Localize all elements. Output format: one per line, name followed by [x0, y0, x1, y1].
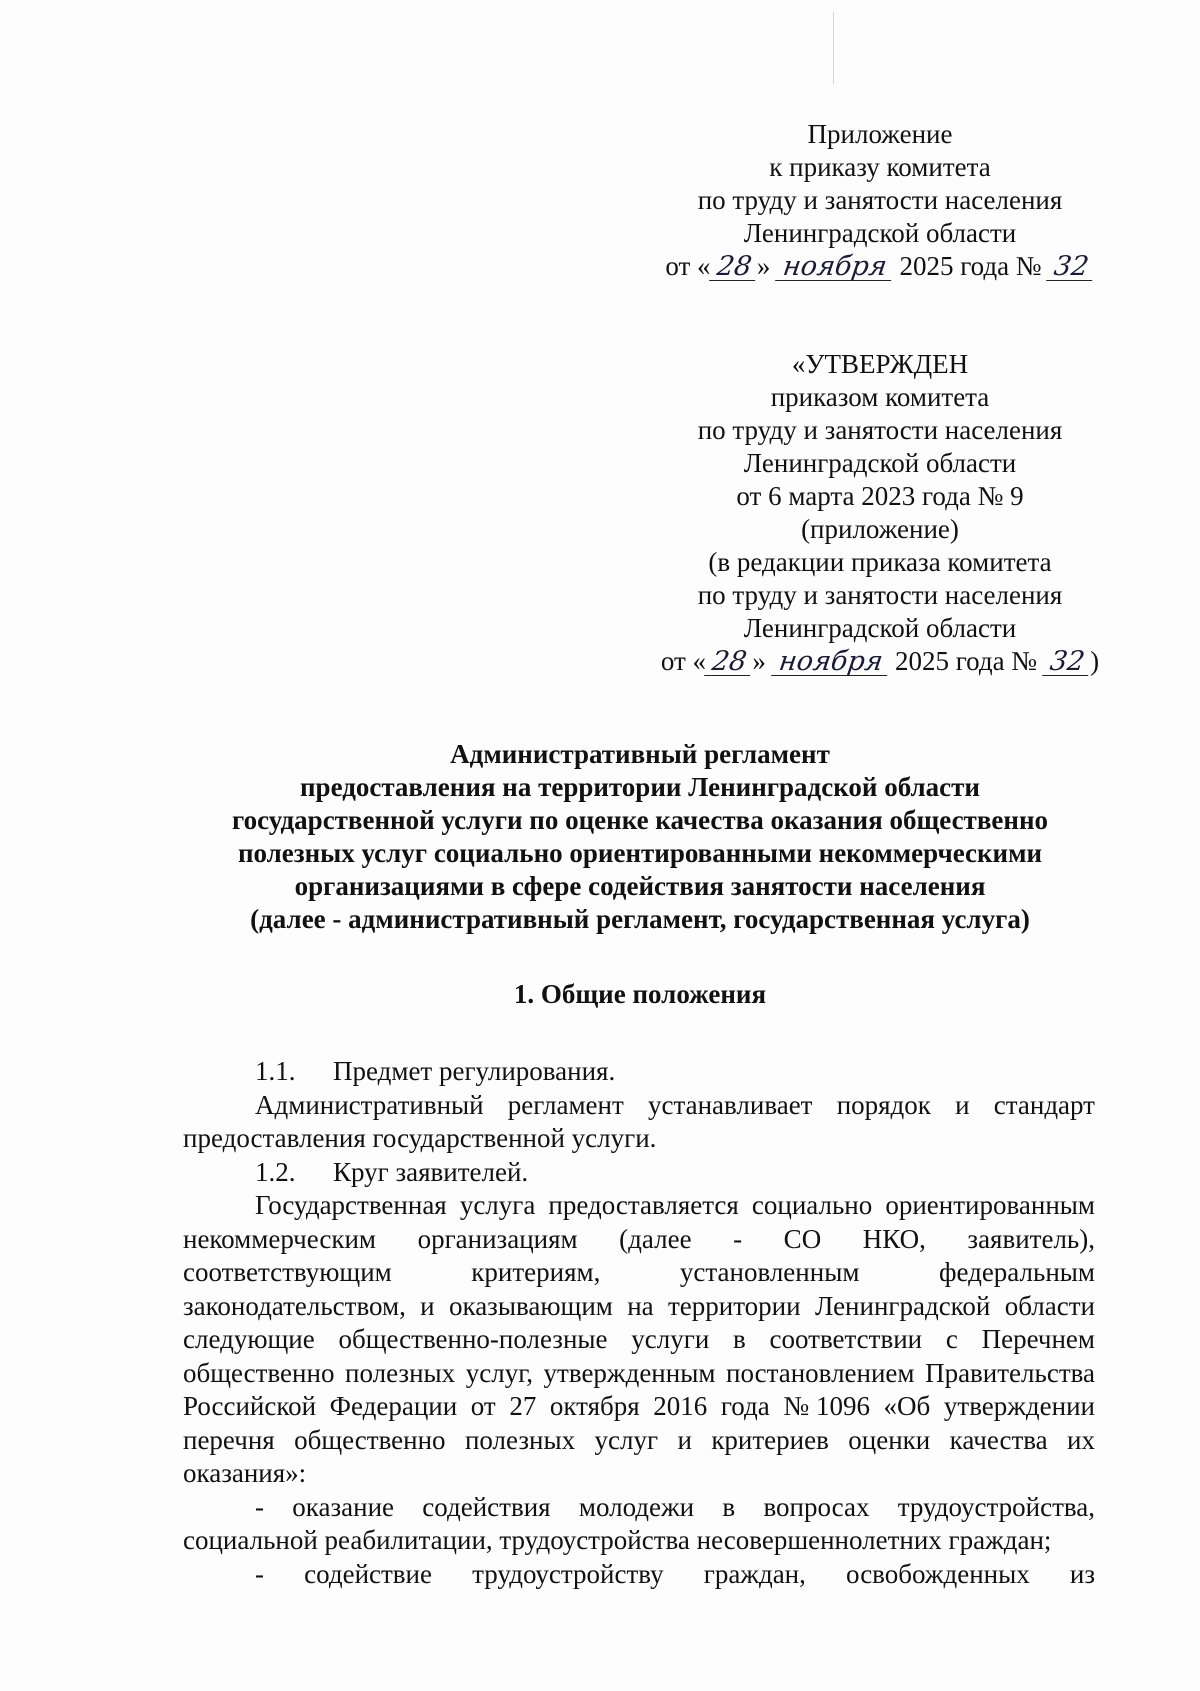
appendix-header [630, 118, 1130, 283]
section-heading: 1. Общие положения [513, 979, 767, 1009]
approved-line-1: «УТВЕРЖДЕН [791, 349, 969, 379]
item-number: 1.2. [255, 1156, 296, 1187]
approved-line-4: Ленинградской области [743, 448, 1017, 478]
date-prefix: от « [665, 251, 711, 281]
closing-paren: ) [1090, 646, 1100, 676]
handwritten-day: 28 [709, 254, 759, 281]
date-suffix: 2025 года № [899, 251, 1042, 281]
approved-line-8: по труду и занятости населения [697, 580, 1063, 610]
date-prefix: от « [660, 646, 707, 676]
document-body [183, 1055, 1095, 1591]
paragraph-1-1: Административный регламент устанавливает порядок и стандарт предоставления государственной услуги. [183, 1089, 1095, 1153]
appendix-date-line [630, 250, 1130, 283]
title-line-3: государственной услуги по оценке качества оказания общественно [232, 805, 1048, 835]
handwritten-month: ноября [775, 254, 894, 281]
item-label: Предмет регулирования. [333, 1056, 616, 1086]
item-number: 1.1. [255, 1056, 296, 1086]
paragraph-1-2: Государственная услуга предоставляется социально ориентированным некоммерческим организациям (далее - СО НКО, заявитель), соответствующим критериям, установленным федеральным законодательством, и оказывающим на территории Ленинградской области следующие общественно-полезные услуги в соответствии с Перечнем общественно полезных услуг, утвержденным постановлением Правительства Российской Федерации от 27 октября 2016 года №1096 «Об утверждении перечня общественно полезных услуг и критериев оценки качества их оказания»: [183, 1190, 1095, 1488]
document-title [180, 738, 1100, 936]
title-line-4: полезных услуг социально ориентированными некоммерческими [237, 838, 1043, 868]
appendix-line-4: Ленинградской области [743, 218, 1017, 248]
appendix-line-2: к приказу комитета [769, 152, 991, 182]
item-1-2 [183, 1156, 1095, 1190]
item-label: Круг заявителей. [333, 1156, 529, 1187]
item-1-1 [183, 1055, 1095, 1089]
handwritten-number: 32 [1046, 254, 1096, 281]
approved-line-2: приказом комитета [770, 382, 990, 412]
approved-line-5: от 6 марта 2023 года № 9 [736, 481, 1024, 511]
approved-date-line [620, 645, 1140, 678]
appendix-line-3: по труду и занятости населения [697, 185, 1063, 215]
handwritten-day: 28 [704, 649, 754, 676]
approved-line-6: (приложение) [801, 514, 959, 544]
date-mid: » [756, 251, 771, 281]
bullet-2: - содействие трудоустройству граждан, освобожденных из [255, 1558, 1095, 1589]
title-line-2: предоставления на территории Ленинградской области [300, 772, 980, 802]
bullet-1: - оказание содействия молодежи в вопросах трудоустройства, социальной реабилитации, трудоустройства несовершеннолетних граждан; [183, 1491, 1095, 1555]
approved-line-9: Ленинградской области [743, 613, 1017, 643]
scan-artifact-line [833, 12, 834, 84]
title-line-6: (далее - административный регламент, государственная услуга) [250, 904, 1030, 934]
title-line-1: Административный регламент [450, 739, 830, 769]
date-suffix: 2025 года № [894, 646, 1038, 676]
title-line-5: организациями в сфере содействия занятости населения [294, 871, 986, 901]
approved-line-3: по труду и занятости населения [697, 415, 1063, 445]
date-mid: » [752, 646, 766, 676]
approved-line-7: (в редакции приказа комитета [708, 547, 1052, 577]
appendix-line-1: Приложение [807, 119, 953, 149]
approved-header [620, 348, 1140, 678]
handwritten-number: 32 [1042, 649, 1092, 676]
handwritten-month: ноября [771, 649, 890, 676]
